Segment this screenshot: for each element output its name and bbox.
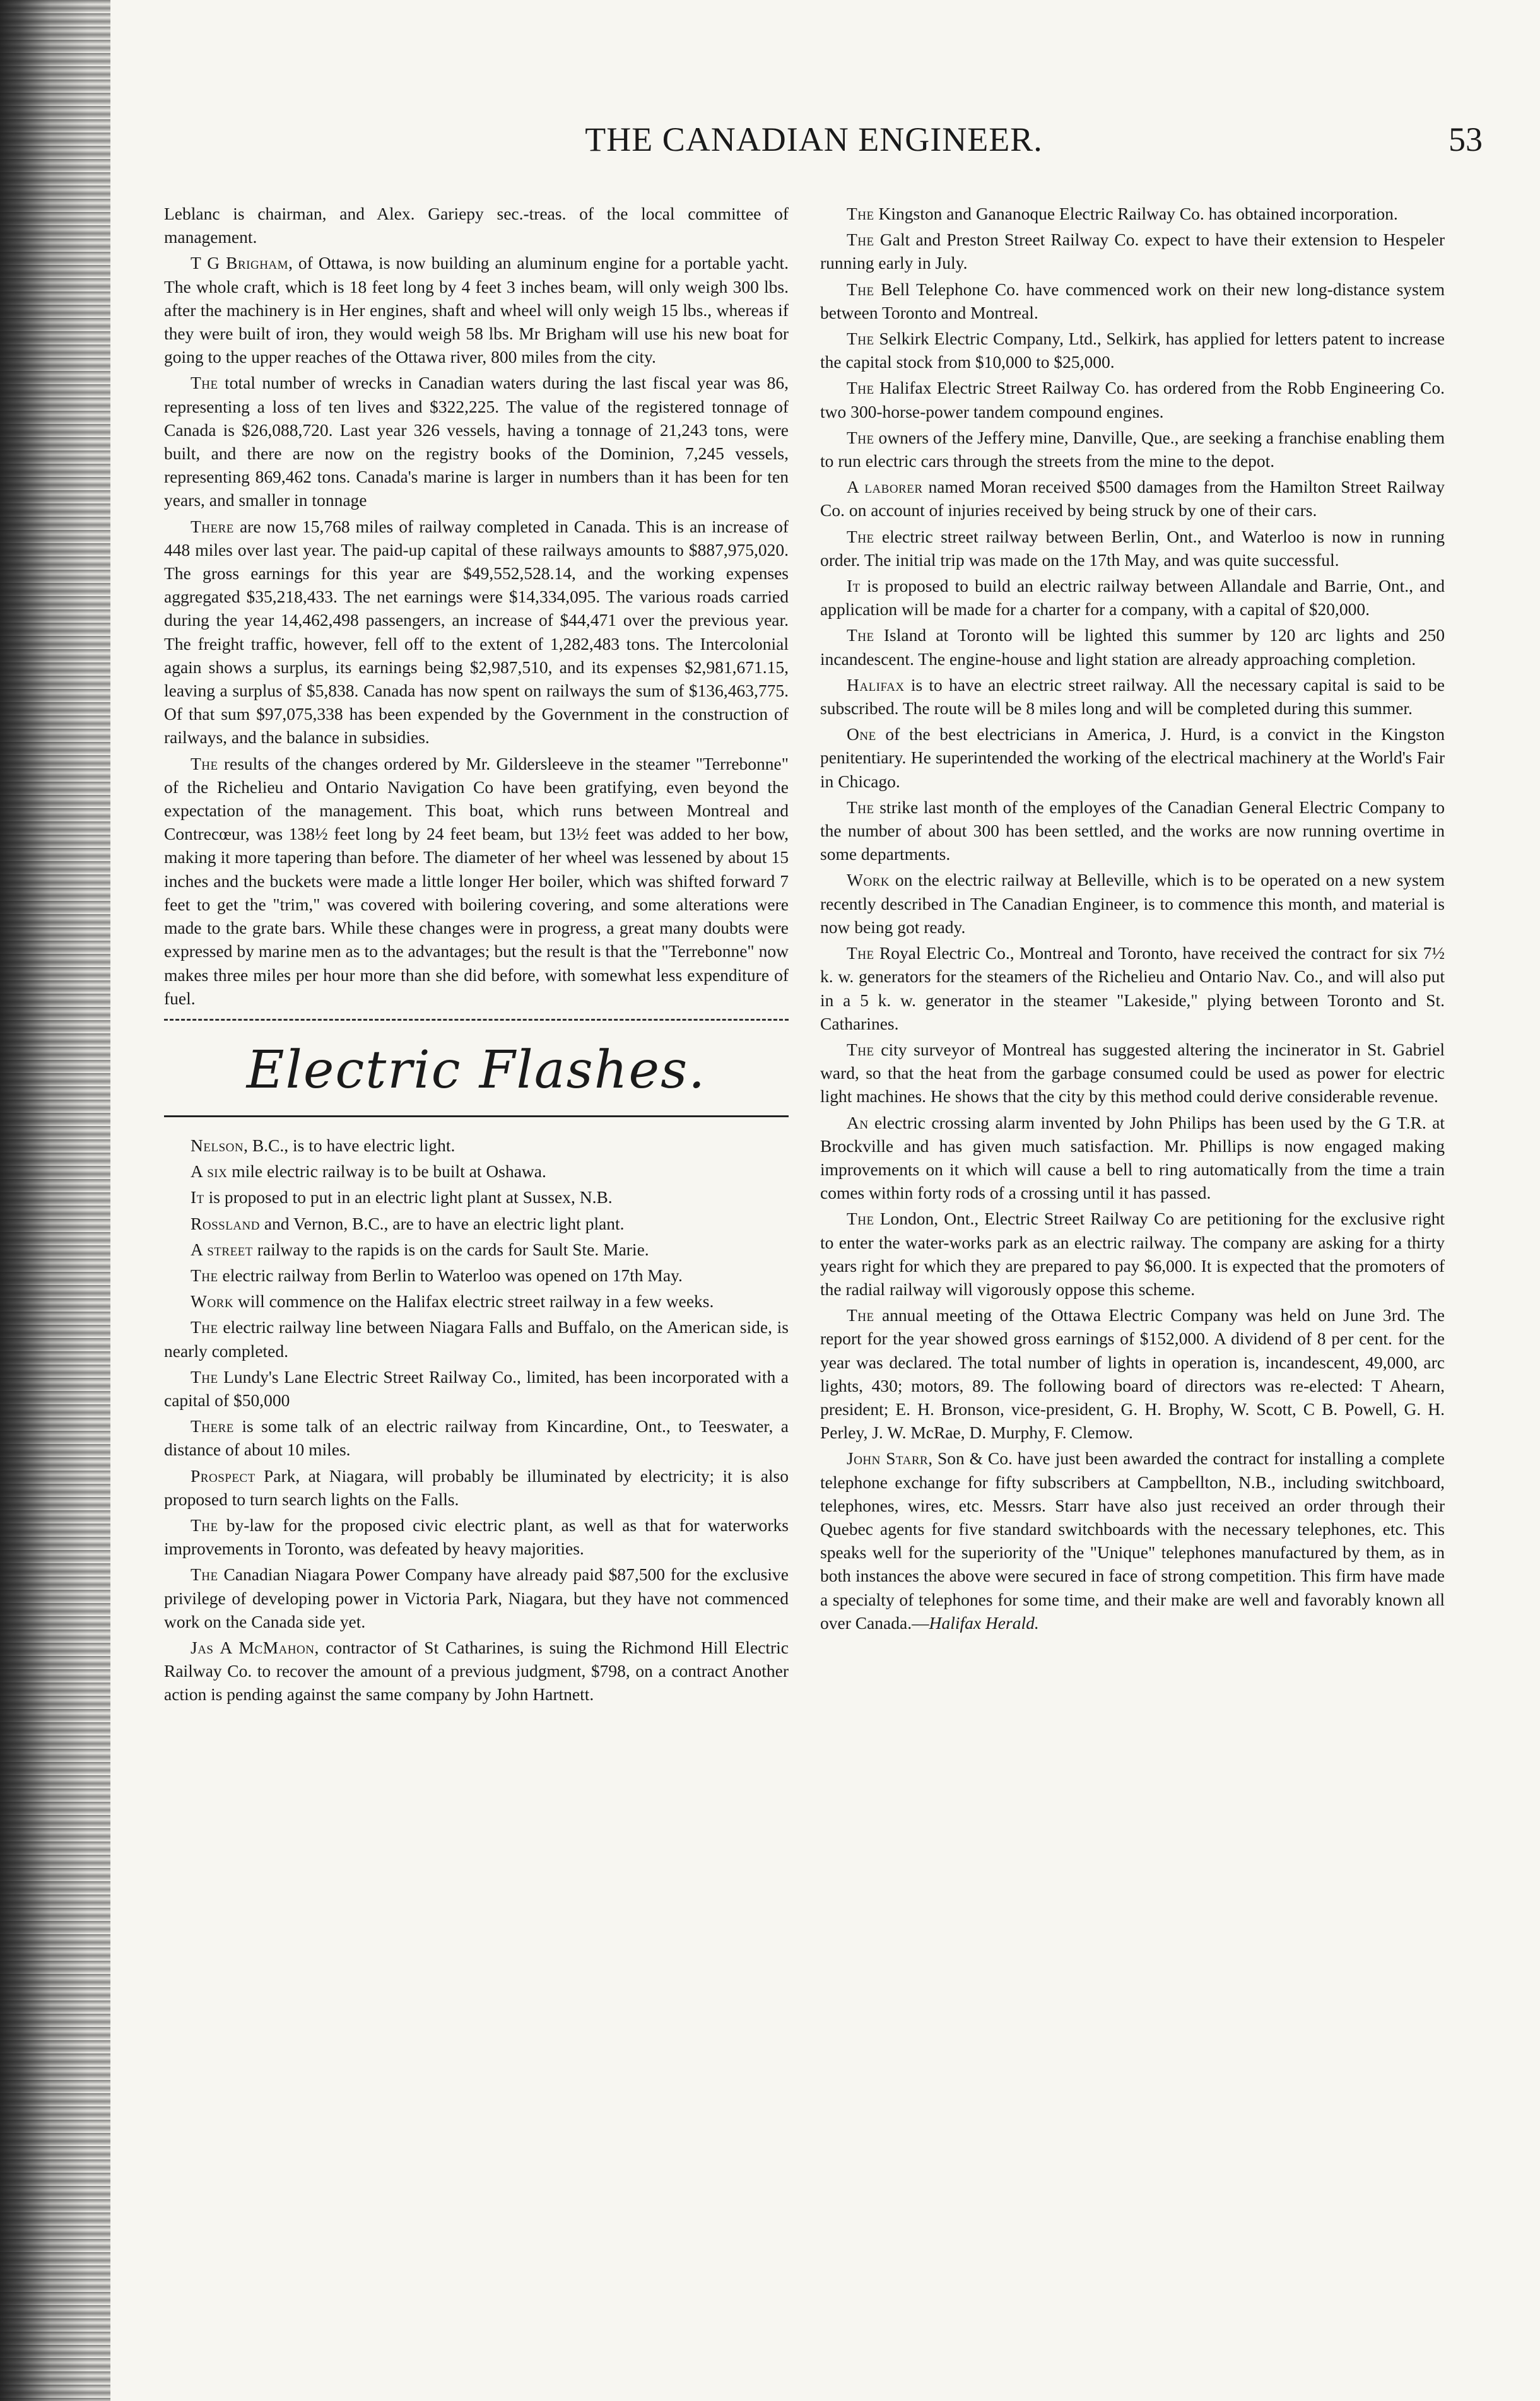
page-number: 53 xyxy=(1449,120,1483,158)
paragraph-text: is proposed to put in an electric light plant at Sussex, N.B. xyxy=(204,1187,613,1207)
article-paragraph xyxy=(164,1212,789,1235)
paragraph-lead: The xyxy=(191,1317,218,1337)
quoted-source: Halifax Herald. xyxy=(929,1612,1039,1633)
paragraph-text: Park, at Niagara, will probably be illuminated by electricity; it is also proposed to turn search lights on the Falls. xyxy=(164,1465,789,1509)
article-paragraph xyxy=(820,941,1445,1035)
paragraph-lead: The xyxy=(191,1265,218,1285)
paragraph-lead: A six xyxy=(191,1161,228,1182)
article-paragraph xyxy=(820,202,1445,225)
article-paragraph xyxy=(820,228,1445,274)
paragraph-lead: The xyxy=(847,625,874,645)
paragraph-lead: John Starr xyxy=(847,1448,929,1469)
right-article-block xyxy=(820,202,1445,1635)
paragraph-lead: It xyxy=(847,576,861,596)
article-paragraph xyxy=(164,1289,789,1313)
paragraph-text: Island at Toronto will be lighted this summer by 120 arc lights and 250 incandescent. The engine-house and light station are already approaching completion. xyxy=(820,625,1445,669)
paragraph-text: , of Ottawa, is now building an aluminum engine for a portable yacht. The whole craft, which is 18 feet long by 4 feet 3 inches beam, will only weigh 300 lbs. after the machinery is in Her engines, shaft and wheel will only weigh 15 lbs., whereas if they were built of iron, they would weigh 58 lbs. Mr Brigham will use his new boat for going to the upper reaches of the Ottawa river, 800 miles from the city. xyxy=(164,253,789,367)
paragraph-lead: The xyxy=(847,427,874,447)
article-paragraph xyxy=(164,752,789,1010)
article-paragraph xyxy=(820,1207,1445,1301)
paragraph-text: , Son & Co. have just been awarded the contract for installing a complete telephone exchange for fifty subscribers at Campbellton, N.B., including switchboard, telephones, wires, etc. Messrs. Starr have also just received an order through their Quebec agents for five standard switchboards with the necessary telephones, etc. This speaks well for the superiority of the "Unique" telephones manufactured by them, as in both instances the above were secured in face of strong competition. This firm have made a specialty of telephones for some time, and their make are well and favorably known all over Canada.— xyxy=(820,1448,1445,1633)
paragraph-text: Selkirk Electric Company, Ltd., Selkirk, has applied for letters patent to increase the capital stock from $10,000 to $25,000. xyxy=(820,329,1445,372)
dashed-divider xyxy=(164,1019,789,1021)
article-paragraph xyxy=(820,574,1445,621)
article-paragraph xyxy=(164,1238,789,1261)
article-paragraph xyxy=(164,1134,789,1157)
article-paragraph xyxy=(820,278,1445,324)
article-paragraph xyxy=(164,1563,789,1633)
paragraph-lead: The xyxy=(191,753,218,773)
paragraph-text: mile electric railway is to be built at Oshawa. xyxy=(227,1161,546,1182)
paragraph-lead: The xyxy=(191,1564,218,1585)
article-paragraph xyxy=(820,1111,1445,1205)
paragraph-text: annual meeting of the Ottawa Electric Company was held on June 3rd. The report for the year showed gross earnings of $152,000. A dividend of 8 per cent. for the year was declared. The total number of lights in operation is, incandescent, 49,000, arc lights, 430; motors, 89. The following board of directors was re-elected: T Ahearn, president; E. H. Bronson, vice-president, G. H. Brophy, W. Scott, C B. Powell, G. H. Perley, J. W. McRae, D. Murphy, F. Clemow. xyxy=(820,1305,1445,1443)
article-paragraph xyxy=(820,868,1445,939)
paragraph-text: and Vernon, B.C., are to have an electric light plant. xyxy=(259,1213,625,1233)
paragraph-text: is proposed to build an electric railway between Allandale and Barrie, Ont., and application will be made for a charter for a company, with a capital of $20,000. xyxy=(820,576,1445,619)
article-paragraph xyxy=(164,1315,789,1362)
paragraph-text: Leblanc is chairman, and Alex. Gariepy sec.-treas. of the local committee of management. xyxy=(164,204,789,247)
article-paragraph xyxy=(820,525,1445,572)
paragraph-text: Canadian Niagara Power Company have already paid $87,500 for the exclusive privilege of developing power in Victoria Park, Niagara, but they have not commenced work on the Canada side yet. xyxy=(164,1564,789,1631)
right-column xyxy=(820,202,1445,1637)
paragraph-lead: There xyxy=(191,516,234,536)
paragraph-lead: An xyxy=(847,1112,869,1132)
paragraph-lead: Jas A McMahon xyxy=(191,1637,315,1657)
article-paragraph xyxy=(820,376,1445,423)
paragraph-text: results of the changes ordered by Mr. Gildersleeve in the steamer "Terrebonne" of the Richelieu and Ontario Navigation Co have been gratifying, even beyond the expectation of the management. This boat, which runs between Montreal and Contrecœur, was 138½ feet long by 24 feet beam, but 13½ feet was added to her bow, making it more tapering than before. The diameter of her wheel was lessened by about 15 inches and the buckets were made a little longer Her boiler, which was shifted forward 7 feet to get the "trim," was covered with boilering covering, and some alterations were made to the grate bars. While these changes were in progress, a great many doubts were expressed by marine men as to the advantages; but the result is that the "Terrebonne" now makes three miles per hour more than she did before, with somewhat less expenditure of fuel. xyxy=(164,753,789,1008)
paragraph-lead: There xyxy=(191,1416,234,1436)
paragraph-lead: The xyxy=(847,279,874,299)
paragraph-text: Kingston and Gananoque Electric Railway Co. has obtained incorporation. xyxy=(874,204,1398,223)
paragraph-text: Royal Electric Co., Montreal and Toronto, have received the contract for six 7½ k. w. generators for the steamers of the Richelieu and Ontario Nav. Co., and will also put in a 5 k. w. generator in the steamer "Lakeside," plying between Toronto and St. Catharines. xyxy=(820,943,1445,1033)
paragraph-lead: The xyxy=(847,378,874,398)
paragraph-text: will commence on the Halifax electric street railway in a few weeks. xyxy=(233,1291,714,1312)
paragraph-text: total number of wrecks in Canadian waters during the last fiscal year was 86, representing a loss of ten lives and $322,225. The value of the registered tonnage of Canada is $26,088,720. Last year 326 vessels, having a tonnage of 21,243 tons, were built, and there are now on the registry books of the Dominion, 7,245 vessels, representing 869,462 tons. Canada's marine is larger in numbers than it has been for ten years, and smaller in tonnage xyxy=(164,373,789,510)
electric-flashes-list xyxy=(164,1134,789,1706)
paragraph-text: by-law for the proposed civic electric plant, as well as that for waterworks improvements in Toronto, was defeated by heavy majorities. xyxy=(164,1515,789,1559)
paragraph-lead: The xyxy=(847,943,874,963)
left-column xyxy=(164,202,789,1709)
paragraph-text: is some talk of an electric railway from Kincardine, Ont., to Teeswater, a distance of about 10 miles. xyxy=(164,1416,789,1460)
article-paragraph xyxy=(820,1447,1445,1635)
paragraph-text: on the electric railway at Belleville, which is to be operated on a new system recently described in The Canadian Engineer, is to commence this month, and material is now being got ready. xyxy=(820,870,1445,937)
article-paragraph xyxy=(820,1303,1445,1444)
article-paragraph xyxy=(164,1185,789,1209)
article-paragraph xyxy=(820,795,1445,866)
paragraph-lead: The xyxy=(191,1366,218,1387)
paragraph-text: , B.C., is to have electric light. xyxy=(244,1135,456,1155)
article-paragraph xyxy=(820,327,1445,373)
paragraph-text: electric railway line between Niagara Falls and Buffalo, on the American side, is nearly completed. xyxy=(164,1317,789,1361)
article-paragraph xyxy=(164,1159,789,1183)
paragraph-lead: The xyxy=(191,1515,218,1535)
paragraph-lead: The xyxy=(847,329,874,349)
left-article-block xyxy=(164,202,789,1010)
article-paragraph xyxy=(164,1513,789,1560)
paragraph-text: Bell Telephone Co. have commenced work on their new long-distance system between Toronto and Montreal. xyxy=(820,279,1445,322)
article-paragraph xyxy=(820,426,1445,473)
article-paragraph xyxy=(820,623,1445,670)
journal-title: THE CANADIAN ENGINEER. xyxy=(585,120,1043,158)
paragraph-lead: The xyxy=(847,1039,874,1059)
paragraph-lead: A street xyxy=(191,1239,253,1259)
paragraph-lead: It xyxy=(191,1187,204,1207)
paragraph-lead: The xyxy=(847,1305,874,1325)
paragraph-text: railway to the rapids is on the cards for Sault Ste. Marie. xyxy=(252,1239,649,1259)
paragraph-text: city surveyor of Montreal has suggested altering the incinerator in St. Gabriel ward, so that the heat from the garbage consumed could be used as power for electric light machines. He shows that the city by this method could derive considerable revenue. xyxy=(820,1039,1445,1107)
paragraph-lead: Nelson xyxy=(191,1135,244,1155)
paragraph-text: Halifax Electric Street Railway Co. has ordered from the Robb Engineering Co. two 300-horse-power tandem compound engines. xyxy=(820,378,1445,421)
paragraph-lead: Prospect xyxy=(191,1465,256,1486)
article-paragraph xyxy=(164,371,789,512)
article-paragraph xyxy=(820,1038,1445,1108)
paragraph-text: strike last month of the employes of the Canadian General Electric Company to the number of about 300 has been settled, and the works are now running overtime in some departments. xyxy=(820,797,1445,864)
paragraph-lead: One xyxy=(847,724,876,744)
paragraph-text: electric railway from Berlin to Waterloo was opened on 17th May. xyxy=(218,1265,683,1285)
article-paragraph xyxy=(164,1414,789,1461)
paragraph-lead: The xyxy=(847,204,874,223)
paragraph-lead: The xyxy=(847,526,874,546)
paragraph-lead: Halifax xyxy=(847,674,905,695)
page-binding-edge xyxy=(0,0,110,2401)
paragraph-text: is to have an electric street railway. All the necessary capital is said to be subscribed. The route will be 8 miles long and will be completed during this summer. xyxy=(820,674,1445,719)
paragraph-lead: A laborer xyxy=(847,477,923,497)
paragraph-lead: T G Brigham xyxy=(191,253,289,273)
paragraph-text: owners of the Jeffery mine, Danville, Que., are seeking a franchise enabling them to run electric cars through the streets from the mine to the depot. xyxy=(820,427,1445,471)
page-header xyxy=(145,120,1483,177)
paragraph-lead: The xyxy=(847,797,874,817)
article-paragraph xyxy=(820,475,1445,522)
paragraph-text: London, Ont., Electric Street Railway Co are petitioning for the exclusive right to enter the water-works park as an electric railway. The company are asking for a thirty years right for which they are prepared to pay $6,000. It is expected that the promoters of the radial railway will vigorously oppose this scheme. xyxy=(820,1209,1445,1299)
paragraph-text: are now 15,768 miles of railway completed in Canada. This is an increase of 448 miles over last year. The paid-up capital of these railways amounts to $887,975,020. The gross earnings for this year are $49,552,528.14, and the working expenses aggregated $35,218,433. The net earnings were $14,334,095. The various roads carried during the year 14,462,498 passengers, an increase of $44,471 over the previous year. The freight traffic, however, fell off to the extent of 1,282,483 tons. The Intercolonial again shows a surplus, its earnings being $2,987,510, and its expenses $2,981,671.15, leaving a surplus of $5,838. Canada has now spent on railways the sum of $136,463,775. Of that sum $97,075,338 has been expended by the Government in the construction of railways, and the balance in subsidies. xyxy=(164,516,789,748)
paragraph-text: electric street railway between Berlin, Ont., and Waterloo is now in running order. The initial trip was made on the 17th May, and was quite successful. xyxy=(820,526,1445,570)
paragraph-lead: The xyxy=(847,230,874,250)
article-paragraph xyxy=(820,722,1445,793)
paragraph-text: Lundy's Lane Electric Street Railway Co., limited, has been incorporated with a capital of $50,000 xyxy=(164,1366,789,1410)
article-paragraph xyxy=(164,1464,789,1511)
paragraph-lead: Work xyxy=(847,870,890,890)
paragraph-text: of the best electricians in America, J. Hurd, is a convict in the Kingston penitentiary. He superintended the working of the electrical machinery at the World's Fair in Chicago. xyxy=(820,724,1445,791)
article-paragraph xyxy=(164,1636,789,1706)
article-paragraph xyxy=(820,673,1445,720)
heading-underline xyxy=(164,1115,789,1117)
paragraph-lead: Work xyxy=(191,1291,234,1312)
paragraph-lead: The xyxy=(191,373,218,393)
paragraph-text: , contractor of St Catharines, is suing the Richmond Hill Electric Railway Co. to recover the amount of a previous judgment, $798, on a contract Another action is pending against the same company by John Hartnett. xyxy=(164,1637,789,1705)
paragraph-text: named Moran received $500 damages from the Hamilton Street Railway Co. on account of injuries received by being struck by one of their cars. xyxy=(820,477,1445,520)
article-paragraph xyxy=(164,1365,789,1412)
article-paragraph xyxy=(164,1264,789,1287)
paragraph-lead: Rossland xyxy=(191,1213,260,1233)
paragraph-text: Galt and Preston Street Railway Co. expect to have their extension to Hespeler running early in July. xyxy=(820,230,1445,273)
article-paragraph xyxy=(164,251,789,368)
article-paragraph xyxy=(164,515,789,749)
paragraph-lead: The xyxy=(847,1209,874,1229)
section-heading: Electric Flashes. xyxy=(246,1040,707,1100)
article-paragraph xyxy=(164,202,789,249)
paragraph-text: electric crossing alarm invented by John Philips has been used by the G T.R. at Brockville and has given much satisfaction. Mr. Phillips is now engaged making improvements on it which will cause a bell to ring automatically from the time a train comes within forty rods of a crossing until it has passed. xyxy=(820,1112,1445,1203)
